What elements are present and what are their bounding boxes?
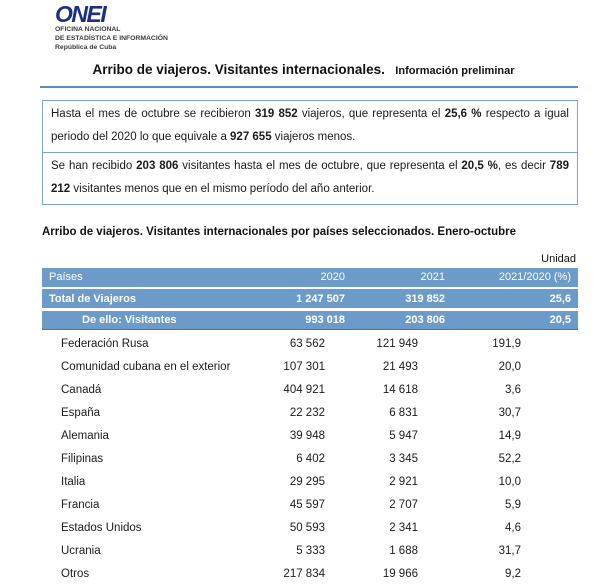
value-2021: 3 345 bbox=[389, 452, 418, 465]
value-2020: 107 301 bbox=[283, 360, 325, 373]
page-subtitle: Información preliminar bbox=[395, 64, 515, 77]
country-label: Estados Unidos bbox=[61, 521, 142, 534]
summary-highlight-value: 927 655 bbox=[230, 130, 272, 143]
content-area bbox=[42, 100, 578, 585]
table-row bbox=[42, 539, 578, 562]
org-name-line-3: República de Cuba bbox=[55, 44, 117, 52]
table-row bbox=[42, 447, 578, 470]
country-label: Filipinas bbox=[61, 452, 104, 465]
value-2020: 39 948 bbox=[289, 429, 325, 442]
onei-logo-text: ONEI bbox=[55, 1, 106, 27]
summary-paragraph-box bbox=[42, 100, 578, 153]
value-2021: 5 947 bbox=[389, 429, 418, 442]
page-title: Arribo de viajeros. Visitantes internacionales. bbox=[92, 61, 385, 77]
travelers-table bbox=[42, 268, 578, 585]
summary-highlight-value: 20,5 % bbox=[461, 159, 498, 172]
summary-text: viajeros menos. bbox=[271, 130, 356, 143]
unit-label: Unidad bbox=[541, 252, 576, 265]
table-summary-rows bbox=[42, 289, 578, 330]
country-label: Otros bbox=[61, 567, 90, 580]
country-label: Ucrania bbox=[61, 544, 101, 557]
total-row-2020-value: 993 018 bbox=[305, 313, 345, 326]
document-title-row bbox=[0, 61, 607, 79]
value-pct: 5,9 bbox=[505, 498, 521, 511]
value-2020: 6 402 bbox=[296, 452, 325, 465]
table-row bbox=[42, 401, 578, 424]
summary-text: Hasta el mes de octubre se recibieron bbox=[51, 107, 256, 120]
org-name-line-1: OFICINA NACIONAL bbox=[55, 26, 121, 33]
value-pct: 191,9 bbox=[492, 337, 521, 350]
table-row bbox=[42, 332, 578, 355]
table-row bbox=[42, 470, 578, 493]
summary-paragraph-box bbox=[42, 152, 578, 205]
value-2021: 2 707 bbox=[389, 498, 418, 511]
value-2020: 45 597 bbox=[289, 498, 325, 511]
value-pct: 4,6 bbox=[505, 521, 521, 534]
value-2020: 5 333 bbox=[296, 544, 325, 557]
table-total-row bbox=[42, 289, 578, 308]
country-label: Federación Rusa bbox=[61, 337, 149, 350]
table-row bbox=[42, 562, 578, 585]
total-row-2021-value: 203 806 bbox=[405, 313, 445, 326]
total-row-label: De ello: Visitantes bbox=[82, 313, 177, 326]
table-row bbox=[42, 355, 578, 378]
value-pct: 31,7 bbox=[498, 544, 521, 557]
country-label: España bbox=[61, 406, 101, 419]
value-pct: 10,0 bbox=[498, 475, 521, 488]
value-pct: 3,6 bbox=[505, 383, 521, 396]
summary-text: , es decir bbox=[497, 159, 550, 172]
country-label: Francia bbox=[61, 498, 100, 511]
total-row-pct-value: 25,6 bbox=[549, 292, 571, 305]
summary-text: viajeros, que representa el bbox=[297, 107, 445, 120]
country-label: Canadá bbox=[61, 383, 102, 396]
value-2021: 2 341 bbox=[389, 521, 418, 534]
value-2020: 217 834 bbox=[283, 567, 325, 580]
value-2020: 29 295 bbox=[289, 475, 325, 488]
summary-highlight-value: 789 212 bbox=[51, 159, 569, 195]
value-2020: 22 232 bbox=[289, 406, 325, 419]
value-2020: 50 593 bbox=[289, 521, 325, 534]
value-2020: 404 921 bbox=[283, 383, 325, 396]
value-2021: 121 949 bbox=[376, 337, 418, 350]
value-pct: 30,7 bbox=[498, 406, 521, 419]
summary-highlight-value: 319 852 bbox=[255, 107, 298, 120]
summary-text: Se han recibido bbox=[51, 159, 137, 172]
title-divider bbox=[40, 86, 578, 88]
value-2021: 1 688 bbox=[389, 544, 418, 557]
value-2021: 19 966 bbox=[382, 567, 418, 580]
table-row bbox=[42, 516, 578, 539]
onei-logo bbox=[0, 0, 607, 53]
value-pct: 14,9 bbox=[498, 429, 521, 442]
column-header-paises: Países bbox=[49, 271, 83, 284]
value-2021: 2 921 bbox=[389, 475, 418, 488]
table-section-title: Arribo de viajeros. Visitantes internacionales por países seleccionados. Enero-octubre bbox=[42, 225, 517, 238]
value-2020: 63 562 bbox=[289, 337, 325, 350]
table-row bbox=[42, 424, 578, 447]
value-pct: 20,0 bbox=[498, 360, 521, 373]
summary-highlight-value: 25,6 % bbox=[444, 107, 482, 120]
value-pct: 52,2 bbox=[498, 452, 521, 465]
value-2021: 21 493 bbox=[382, 360, 418, 373]
table-row bbox=[42, 493, 578, 516]
summary-text: respecto a igual periodo del 2020 lo que equivale a bbox=[51, 107, 569, 143]
table-data-rows bbox=[42, 332, 578, 585]
summary-text: visitantes menos que en el mismo período del año anterior. bbox=[70, 182, 375, 195]
total-row-2020-value: 1 247 507 bbox=[296, 292, 345, 305]
value-2021: 14 618 bbox=[382, 383, 418, 396]
country-label: Alemania bbox=[61, 429, 109, 442]
table-total-row bbox=[42, 311, 578, 330]
total-row-2021-value: 319 852 bbox=[405, 292, 445, 305]
org-name-line-2: DE ESTADÍSTICA E INFORMACIÓN bbox=[55, 35, 168, 43]
column-header-2021: 2021 bbox=[420, 271, 445, 284]
value-pct: 9,2 bbox=[505, 567, 521, 580]
table-header-row bbox=[42, 268, 578, 287]
summary-box-group bbox=[42, 100, 578, 205]
country-label: Italia bbox=[61, 475, 86, 488]
column-header-ratio: 2021/2020 (%) bbox=[498, 271, 571, 284]
column-header-2020: 2020 bbox=[320, 271, 345, 284]
total-row-label: Total de Viajeros bbox=[49, 292, 137, 305]
table-row bbox=[42, 378, 578, 401]
summary-highlight-value: 203 806 bbox=[136, 159, 179, 172]
value-2021: 6 831 bbox=[389, 406, 418, 419]
total-row-pct-value: 20,5 bbox=[549, 313, 571, 326]
summary-text: visitantes hasta el mes de octubre, que representa el bbox=[178, 159, 462, 172]
country-label: Comunidad cubana en el exterior bbox=[61, 360, 231, 373]
